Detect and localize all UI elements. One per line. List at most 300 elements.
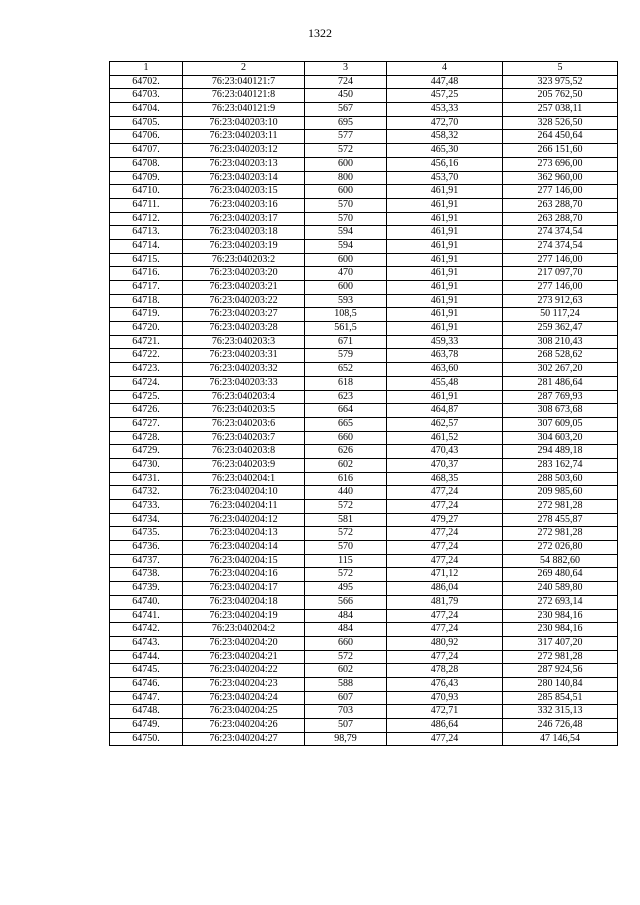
area-cell: 607 bbox=[305, 691, 387, 705]
area-cell: 567 bbox=[305, 103, 387, 117]
area-cell: 98,79 bbox=[305, 732, 387, 746]
total-value-cell: 317 407,20 bbox=[503, 636, 618, 650]
unit-value-cell: 461,91 bbox=[387, 322, 503, 336]
area-cell: 507 bbox=[305, 719, 387, 733]
row-number-cell: 64728. bbox=[110, 431, 183, 445]
total-value-cell: 362 960,00 bbox=[503, 171, 618, 185]
total-value-cell: 274 374,54 bbox=[503, 239, 618, 253]
unit-value-cell: 477,24 bbox=[387, 500, 503, 514]
total-value-cell: 287 924,56 bbox=[503, 664, 618, 678]
total-value-cell: 240 589,80 bbox=[503, 582, 618, 596]
row-number-cell: 64723. bbox=[110, 363, 183, 377]
unit-value-cell: 458,32 bbox=[387, 130, 503, 144]
unit-value-cell: 461,91 bbox=[387, 253, 503, 267]
total-value-cell: 323 975,52 bbox=[503, 75, 618, 89]
cadastral-number-cell: 76:23:040203:7 bbox=[183, 431, 305, 445]
cadastral-number-cell: 76:23:040204:1 bbox=[183, 472, 305, 486]
row-number-cell: 64726. bbox=[110, 404, 183, 418]
table-row bbox=[110, 472, 618, 486]
table-row bbox=[110, 239, 618, 253]
row-number-cell: 64730. bbox=[110, 458, 183, 472]
cadastral-number-cell: 76:23:040203:20 bbox=[183, 267, 305, 281]
row-number-cell: 64741. bbox=[110, 609, 183, 623]
table-row bbox=[110, 595, 618, 609]
total-value-cell: 272 981,28 bbox=[503, 500, 618, 514]
row-number-cell: 64743. bbox=[110, 636, 183, 650]
table-row bbox=[110, 513, 618, 527]
unit-value-cell: 461,91 bbox=[387, 212, 503, 226]
table-row bbox=[110, 390, 618, 404]
table-row bbox=[110, 267, 618, 281]
total-value-cell: 283 162,74 bbox=[503, 458, 618, 472]
total-value-cell: 287 769,93 bbox=[503, 390, 618, 404]
area-cell: 652 bbox=[305, 363, 387, 377]
cadastral-number-cell: 76:23:040203:28 bbox=[183, 322, 305, 336]
table-row bbox=[110, 198, 618, 212]
cadastral-number-cell: 76:23:040203:22 bbox=[183, 294, 305, 308]
unit-value-cell: 457,25 bbox=[387, 89, 503, 103]
total-value-cell: 47 146,54 bbox=[503, 732, 618, 746]
column-header-5: 5 bbox=[503, 62, 618, 76]
cadastral-number-cell: 76:23:040204:27 bbox=[183, 732, 305, 746]
total-value-cell: 285 854,51 bbox=[503, 691, 618, 705]
area-cell: 484 bbox=[305, 623, 387, 637]
unit-value-cell: 463,60 bbox=[387, 363, 503, 377]
column-header-3: 3 bbox=[305, 62, 387, 76]
unit-value-cell: 477,24 bbox=[387, 609, 503, 623]
cadastral-number-cell: 76:23:040203:27 bbox=[183, 308, 305, 322]
row-number-cell: 64746. bbox=[110, 677, 183, 691]
cadastral-number-cell: 76:23:040203:15 bbox=[183, 185, 305, 199]
unit-value-cell: 456,16 bbox=[387, 157, 503, 171]
registry-table bbox=[109, 61, 618, 746]
cadastral-number-cell: 76:23:040203:14 bbox=[183, 171, 305, 185]
total-value-cell: 264 450,64 bbox=[503, 130, 618, 144]
unit-value-cell: 470,37 bbox=[387, 458, 503, 472]
area-cell: 572 bbox=[305, 568, 387, 582]
total-value-cell: 277 146,00 bbox=[503, 253, 618, 267]
unit-value-cell: 453,70 bbox=[387, 171, 503, 185]
row-number-cell: 64716. bbox=[110, 267, 183, 281]
table-row bbox=[110, 322, 618, 336]
unit-value-cell: 486,64 bbox=[387, 719, 503, 733]
area-cell: 602 bbox=[305, 458, 387, 472]
total-value-cell: 328 526,50 bbox=[503, 116, 618, 130]
unit-value-cell: 477,24 bbox=[387, 486, 503, 500]
table-row bbox=[110, 582, 618, 596]
area-cell: 618 bbox=[305, 376, 387, 390]
area-cell: 572 bbox=[305, 527, 387, 541]
cadastral-number-cell: 76:23:040204:23 bbox=[183, 677, 305, 691]
area-cell: 594 bbox=[305, 226, 387, 240]
cadastral-number-cell: 76:23:040204:20 bbox=[183, 636, 305, 650]
row-number-cell: 64737. bbox=[110, 554, 183, 568]
cadastral-number-cell: 76:23:040121:7 bbox=[183, 75, 305, 89]
table-row bbox=[110, 103, 618, 117]
area-cell: 581 bbox=[305, 513, 387, 527]
unit-value-cell: 461,91 bbox=[387, 308, 503, 322]
unit-value-cell: 481,79 bbox=[387, 595, 503, 609]
area-cell: 660 bbox=[305, 431, 387, 445]
table-row bbox=[110, 664, 618, 678]
area-cell: 600 bbox=[305, 157, 387, 171]
row-number-cell: 64738. bbox=[110, 568, 183, 582]
area-cell: 572 bbox=[305, 650, 387, 664]
area-cell: 577 bbox=[305, 130, 387, 144]
table-row bbox=[110, 130, 618, 144]
total-value-cell: 272 026,80 bbox=[503, 541, 618, 555]
total-value-cell: 263 288,70 bbox=[503, 212, 618, 226]
table-row bbox=[110, 486, 618, 500]
unit-value-cell: 461,91 bbox=[387, 390, 503, 404]
table-row bbox=[110, 541, 618, 555]
table-row bbox=[110, 308, 618, 322]
cadastral-number-cell: 76:23:040203:9 bbox=[183, 458, 305, 472]
unit-value-cell: 461,91 bbox=[387, 226, 503, 240]
unit-value-cell: 461,91 bbox=[387, 198, 503, 212]
total-value-cell: 308 210,43 bbox=[503, 335, 618, 349]
unit-value-cell: 477,24 bbox=[387, 623, 503, 637]
total-value-cell: 54 882,60 bbox=[503, 554, 618, 568]
row-number-cell: 64732. bbox=[110, 486, 183, 500]
table-row bbox=[110, 75, 618, 89]
row-number-cell: 64710. bbox=[110, 185, 183, 199]
unit-value-cell: 461,91 bbox=[387, 281, 503, 295]
table-row bbox=[110, 527, 618, 541]
cadastral-number-cell: 76:23:040203:18 bbox=[183, 226, 305, 240]
cadastral-number-cell: 76:23:040204:18 bbox=[183, 595, 305, 609]
cadastral-number-cell: 76:23:040203:5 bbox=[183, 404, 305, 418]
area-cell: 561,5 bbox=[305, 322, 387, 336]
table-row bbox=[110, 335, 618, 349]
total-value-cell: 307 609,05 bbox=[503, 417, 618, 431]
row-number-cell: 64714. bbox=[110, 239, 183, 253]
cadastral-number-cell: 76:23:040203:4 bbox=[183, 390, 305, 404]
area-cell: 588 bbox=[305, 677, 387, 691]
table-row bbox=[110, 417, 618, 431]
row-number-cell: 64739. bbox=[110, 582, 183, 596]
unit-value-cell: 477,24 bbox=[387, 650, 503, 664]
table-row bbox=[110, 568, 618, 582]
table-row bbox=[110, 116, 618, 130]
row-number-cell: 64706. bbox=[110, 130, 183, 144]
table-row bbox=[110, 253, 618, 267]
table-row bbox=[110, 212, 618, 226]
table-row bbox=[110, 171, 618, 185]
row-number-cell: 64744. bbox=[110, 650, 183, 664]
table-row bbox=[110, 445, 618, 459]
row-number-cell: 64749. bbox=[110, 719, 183, 733]
row-number-cell: 64720. bbox=[110, 322, 183, 336]
area-cell: 484 bbox=[305, 609, 387, 623]
table-row bbox=[110, 281, 618, 295]
unit-value-cell: 477,24 bbox=[387, 732, 503, 746]
area-cell: 800 bbox=[305, 171, 387, 185]
table-row bbox=[110, 144, 618, 158]
area-cell: 600 bbox=[305, 253, 387, 267]
cadastral-number-cell: 76:23:040203:32 bbox=[183, 363, 305, 377]
row-number-cell: 64724. bbox=[110, 376, 183, 390]
total-value-cell: 288 503,60 bbox=[503, 472, 618, 486]
page-number: 1322 bbox=[308, 26, 332, 40]
row-number-cell: 64742. bbox=[110, 623, 183, 637]
total-value-cell: 259 362,47 bbox=[503, 322, 618, 336]
column-header-4: 4 bbox=[387, 62, 503, 76]
cadastral-number-cell: 76:23:040203:3 bbox=[183, 335, 305, 349]
row-number-cell: 64715. bbox=[110, 253, 183, 267]
row-number-cell: 64718. bbox=[110, 294, 183, 308]
unit-value-cell: 463,78 bbox=[387, 349, 503, 363]
cadastral-number-cell: 76:23:040204:17 bbox=[183, 582, 305, 596]
column-header-1: 1 bbox=[110, 62, 183, 76]
table-row bbox=[110, 609, 618, 623]
total-value-cell: 281 486,64 bbox=[503, 376, 618, 390]
row-number-cell: 64713. bbox=[110, 226, 183, 240]
total-value-cell: 272 693,14 bbox=[503, 595, 618, 609]
table-row bbox=[110, 636, 618, 650]
row-number-cell: 64731. bbox=[110, 472, 183, 486]
cadastral-number-cell: 76:23:040204:19 bbox=[183, 609, 305, 623]
table-row bbox=[110, 623, 618, 637]
unit-value-cell: 478,28 bbox=[387, 664, 503, 678]
table-row bbox=[110, 458, 618, 472]
area-cell: 579 bbox=[305, 349, 387, 363]
unit-value-cell: 477,24 bbox=[387, 541, 503, 555]
total-value-cell: 269 480,64 bbox=[503, 568, 618, 582]
total-value-cell: 294 489,18 bbox=[503, 445, 618, 459]
row-number-cell: 64708. bbox=[110, 157, 183, 171]
row-number-cell: 64722. bbox=[110, 349, 183, 363]
area-cell: 600 bbox=[305, 185, 387, 199]
row-number-cell: 64711. bbox=[110, 198, 183, 212]
table-row bbox=[110, 732, 618, 746]
total-value-cell: 274 374,54 bbox=[503, 226, 618, 240]
row-number-cell: 64704. bbox=[110, 103, 183, 117]
unit-value-cell: 486,04 bbox=[387, 582, 503, 596]
total-value-cell: 278 455,87 bbox=[503, 513, 618, 527]
row-number-cell: 64748. bbox=[110, 705, 183, 719]
table-row bbox=[110, 719, 618, 733]
area-cell: 695 bbox=[305, 116, 387, 130]
cadastral-number-cell: 76:23:040204:10 bbox=[183, 486, 305, 500]
cadastral-number-cell: 76:23:040203:16 bbox=[183, 198, 305, 212]
area-cell: 703 bbox=[305, 705, 387, 719]
cadastral-number-cell: 76:23:040204:13 bbox=[183, 527, 305, 541]
total-value-cell: 304 603,20 bbox=[503, 431, 618, 445]
area-cell: 616 bbox=[305, 472, 387, 486]
cadastral-number-cell: 76:23:040203:12 bbox=[183, 144, 305, 158]
total-value-cell: 277 146,00 bbox=[503, 185, 618, 199]
unit-value-cell: 477,24 bbox=[387, 554, 503, 568]
cadastral-number-cell: 76:23:040204:15 bbox=[183, 554, 305, 568]
row-number-cell: 64717. bbox=[110, 281, 183, 295]
unit-value-cell: 464,87 bbox=[387, 404, 503, 418]
area-cell: 570 bbox=[305, 198, 387, 212]
row-number-cell: 64719. bbox=[110, 308, 183, 322]
total-value-cell: 272 981,28 bbox=[503, 650, 618, 664]
total-value-cell: 266 151,60 bbox=[503, 144, 618, 158]
total-value-cell: 280 140,84 bbox=[503, 677, 618, 691]
row-number-cell: 64727. bbox=[110, 417, 183, 431]
cadastral-number-cell: 76:23:040121:9 bbox=[183, 103, 305, 117]
unit-value-cell: 455,48 bbox=[387, 376, 503, 390]
cadastral-number-cell: 76:23:040121:8 bbox=[183, 89, 305, 103]
table-row bbox=[110, 376, 618, 390]
area-cell: 664 bbox=[305, 404, 387, 418]
total-value-cell: 263 288,70 bbox=[503, 198, 618, 212]
area-cell: 600 bbox=[305, 281, 387, 295]
area-cell: 572 bbox=[305, 144, 387, 158]
cadastral-number-cell: 76:23:040204:11 bbox=[183, 500, 305, 514]
unit-value-cell: 476,43 bbox=[387, 677, 503, 691]
total-value-cell: 272 981,28 bbox=[503, 527, 618, 541]
table-row bbox=[110, 650, 618, 664]
cadastral-number-cell: 76:23:040204:2 bbox=[183, 623, 305, 637]
total-value-cell: 230 984,16 bbox=[503, 623, 618, 637]
total-value-cell: 268 528,62 bbox=[503, 349, 618, 363]
area-cell: 594 bbox=[305, 239, 387, 253]
cadastral-number-cell: 76:23:040204:26 bbox=[183, 719, 305, 733]
table-row bbox=[110, 157, 618, 171]
cadastral-number-cell: 76:23:040204:12 bbox=[183, 513, 305, 527]
area-cell: 623 bbox=[305, 390, 387, 404]
cadastral-number-cell: 76:23:040204:21 bbox=[183, 650, 305, 664]
row-number-cell: 64702. bbox=[110, 75, 183, 89]
unit-value-cell: 461,52 bbox=[387, 431, 503, 445]
unit-value-cell: 461,91 bbox=[387, 239, 503, 253]
cadastral-number-cell: 76:23:040203:8 bbox=[183, 445, 305, 459]
area-cell: 566 bbox=[305, 595, 387, 609]
cadastral-number-cell: 76:23:040203:6 bbox=[183, 417, 305, 431]
table-row bbox=[110, 226, 618, 240]
total-value-cell: 230 984,16 bbox=[503, 609, 618, 623]
table-row bbox=[110, 404, 618, 418]
total-value-cell: 257 038,11 bbox=[503, 103, 618, 117]
cadastral-number-cell: 76:23:040203:21 bbox=[183, 281, 305, 295]
area-cell: 570 bbox=[305, 212, 387, 226]
area-cell: 108,5 bbox=[305, 308, 387, 322]
table-row bbox=[110, 89, 618, 103]
area-cell: 593 bbox=[305, 294, 387, 308]
unit-value-cell: 461,91 bbox=[387, 185, 503, 199]
table-row bbox=[110, 185, 618, 199]
area-cell: 602 bbox=[305, 664, 387, 678]
row-number-cell: 64709. bbox=[110, 171, 183, 185]
unit-value-cell: 465,30 bbox=[387, 144, 503, 158]
unit-value-cell: 447,48 bbox=[387, 75, 503, 89]
cadastral-number-cell: 76:23:040203:13 bbox=[183, 157, 305, 171]
area-cell: 495 bbox=[305, 582, 387, 596]
cadastral-number-cell: 76:23:040203:31 bbox=[183, 349, 305, 363]
cadastral-number-cell: 76:23:040203:11 bbox=[183, 130, 305, 144]
row-number-cell: 64736. bbox=[110, 541, 183, 555]
area-cell: 440 bbox=[305, 486, 387, 500]
cadastral-number-cell: 76:23:040203:10 bbox=[183, 116, 305, 130]
unit-value-cell: 459,33 bbox=[387, 335, 503, 349]
total-value-cell: 273 696,00 bbox=[503, 157, 618, 171]
area-cell: 450 bbox=[305, 89, 387, 103]
cadastral-number-cell: 76:23:040203:19 bbox=[183, 239, 305, 253]
row-number-cell: 64734. bbox=[110, 513, 183, 527]
cadastral-number-cell: 76:23:040203:2 bbox=[183, 253, 305, 267]
cadastral-number-cell: 76:23:040204:24 bbox=[183, 691, 305, 705]
area-cell: 626 bbox=[305, 445, 387, 459]
unit-value-cell: 461,91 bbox=[387, 267, 503, 281]
total-value-cell: 273 912,63 bbox=[503, 294, 618, 308]
table-row bbox=[110, 363, 618, 377]
row-number-cell: 64725. bbox=[110, 390, 183, 404]
area-cell: 665 bbox=[305, 417, 387, 431]
cadastral-number-cell: 76:23:040204:16 bbox=[183, 568, 305, 582]
total-value-cell: 302 267,20 bbox=[503, 363, 618, 377]
total-value-cell: 50 117,24 bbox=[503, 308, 618, 322]
unit-value-cell: 479,27 bbox=[387, 513, 503, 527]
total-value-cell: 308 673,68 bbox=[503, 404, 618, 418]
unit-value-cell: 470,43 bbox=[387, 445, 503, 459]
cadastral-number-cell: 76:23:040203:33 bbox=[183, 376, 305, 390]
row-number-cell: 64740. bbox=[110, 595, 183, 609]
row-number-cell: 64705. bbox=[110, 116, 183, 130]
total-value-cell: 209 985,60 bbox=[503, 486, 618, 500]
row-number-cell: 64712. bbox=[110, 212, 183, 226]
cadastral-number-cell: 76:23:040204:25 bbox=[183, 705, 305, 719]
unit-value-cell: 461,91 bbox=[387, 294, 503, 308]
unit-value-cell: 480,92 bbox=[387, 636, 503, 650]
row-number-cell: 64733. bbox=[110, 500, 183, 514]
cadastral-number-cell: 76:23:040203:17 bbox=[183, 212, 305, 226]
table-row bbox=[110, 677, 618, 691]
area-cell: 724 bbox=[305, 75, 387, 89]
row-number-cell: 64729. bbox=[110, 445, 183, 459]
total-value-cell: 205 762,50 bbox=[503, 89, 618, 103]
table-row bbox=[110, 691, 618, 705]
row-number-cell: 64735. bbox=[110, 527, 183, 541]
table-row bbox=[110, 294, 618, 308]
table-row bbox=[110, 705, 618, 719]
unit-value-cell: 462,57 bbox=[387, 417, 503, 431]
unit-value-cell: 472,70 bbox=[387, 116, 503, 130]
row-number-cell: 64750. bbox=[110, 732, 183, 746]
table-row bbox=[110, 500, 618, 514]
cadastral-number-cell: 76:23:040204:22 bbox=[183, 664, 305, 678]
unit-value-cell: 472,71 bbox=[387, 705, 503, 719]
area-cell: 572 bbox=[305, 500, 387, 514]
column-header-2: 2 bbox=[183, 62, 305, 76]
area-cell: 115 bbox=[305, 554, 387, 568]
unit-value-cell: 453,33 bbox=[387, 103, 503, 117]
unit-value-cell: 471,12 bbox=[387, 568, 503, 582]
area-cell: 671 bbox=[305, 335, 387, 349]
total-value-cell: 217 097,70 bbox=[503, 267, 618, 281]
area-cell: 660 bbox=[305, 636, 387, 650]
total-value-cell: 246 726,48 bbox=[503, 719, 618, 733]
cadastral-number-cell: 76:23:040204:14 bbox=[183, 541, 305, 555]
row-number-cell: 64721. bbox=[110, 335, 183, 349]
unit-value-cell: 468,35 bbox=[387, 472, 503, 486]
table-row bbox=[110, 349, 618, 363]
area-cell: 570 bbox=[305, 541, 387, 555]
total-value-cell: 277 146,00 bbox=[503, 281, 618, 295]
table-row bbox=[110, 554, 618, 568]
total-value-cell: 332 315,13 bbox=[503, 705, 618, 719]
row-number-cell: 64747. bbox=[110, 691, 183, 705]
row-number-cell: 64745. bbox=[110, 664, 183, 678]
row-number-cell: 64707. bbox=[110, 144, 183, 158]
table-body bbox=[110, 75, 618, 746]
table-row bbox=[110, 431, 618, 445]
unit-value-cell: 470,93 bbox=[387, 691, 503, 705]
table-header-row bbox=[110, 62, 618, 76]
